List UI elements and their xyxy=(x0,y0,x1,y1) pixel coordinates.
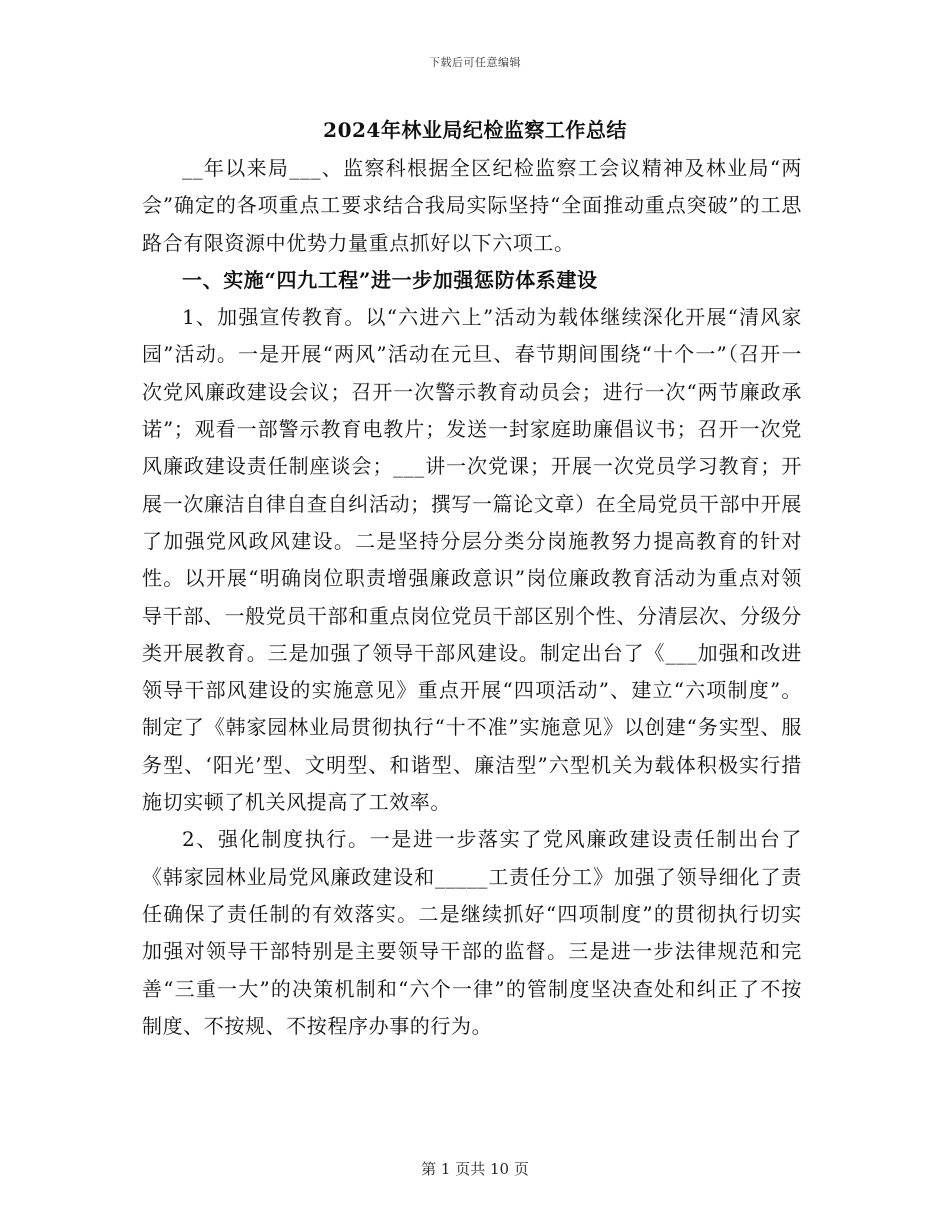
paragraph-2: 2、强化制度执行。一是进一步落实了党风廉政建设责任制出台了《韩家园林业局党风廉政建设和_____工责任分工》加强了领导细化了责任确保了责任制的有效落实。二是继续抓好“四项制度”的贯彻执行切实加强对领导干部特别是主要领导干部的监督。三是进一步法律规范和完善“三重一大”的决策机制和“六个一律”的管制度坚决查处和纠正了不按制度、不按规、不按程序办事的行为。 xyxy=(142,827,802,1038)
section-1-heading: 一、实施“四九工程”进一步加强惩防体系建设 xyxy=(182,267,598,292)
page-number-footer: 第 1 页共 10 页 xyxy=(421,1160,529,1178)
intro-paragraph: __年以来局___、监察科根据全区纪检监察工会议精神及林业局“两会”确定的各项重点工要求结合我局实际坚持“全面推动重点突破”的工思路合有限资源中优势力量重点抓好以下六项工。 xyxy=(142,156,802,255)
page-header-note: 下载后可任意编辑 xyxy=(429,56,521,69)
document-body xyxy=(142,150,802,1045)
document-title: 2024年林业局纪检监察工作总结 xyxy=(323,118,627,142)
paragraph-1: 1、加强宣传教育。以“六进六上”活动为载体继续深化开展“清风家园”活动。一是开展“两风”活动在元旦、春节期间围绕“十个一”（召开一次党风廉政建设会议；召开一次警示教育动员会；进行一次“两节廉政承诺”；观看一部警示教育电教片；发送一封家庭助廉倡议书；召开一次党风廉政建设责任制座谈会；___讲一次党课；开展一次党员学习教育；开展一次廉洁自律自查自纠活动；撰写一篇论文章）在全局党员干部中开展了加强党风政风建设。二是坚持分层分类分岗施教努力提高教育的针对性。以开展“明确岗位职责增强廉政意识”岗位廉政教育活动为重点对领导干部、一般党员干部和重点岗位党员干部区别个性、分清层次、分级分类开展教育。三是加强了领导干部风建设。制定出台了《___加强和改进领导干部风建设的实施意见》重点开展“四项活动”、建立“六项制度”。制定了《韩家园林业局贯彻执行“十不准”实施意见》以创建“务实型、服务型、‘阳光’型、文明型、和谐型、廉洁型”六型机关为载体积极实行措施切实顿了机关风提高了工效率。 xyxy=(142,305,802,815)
